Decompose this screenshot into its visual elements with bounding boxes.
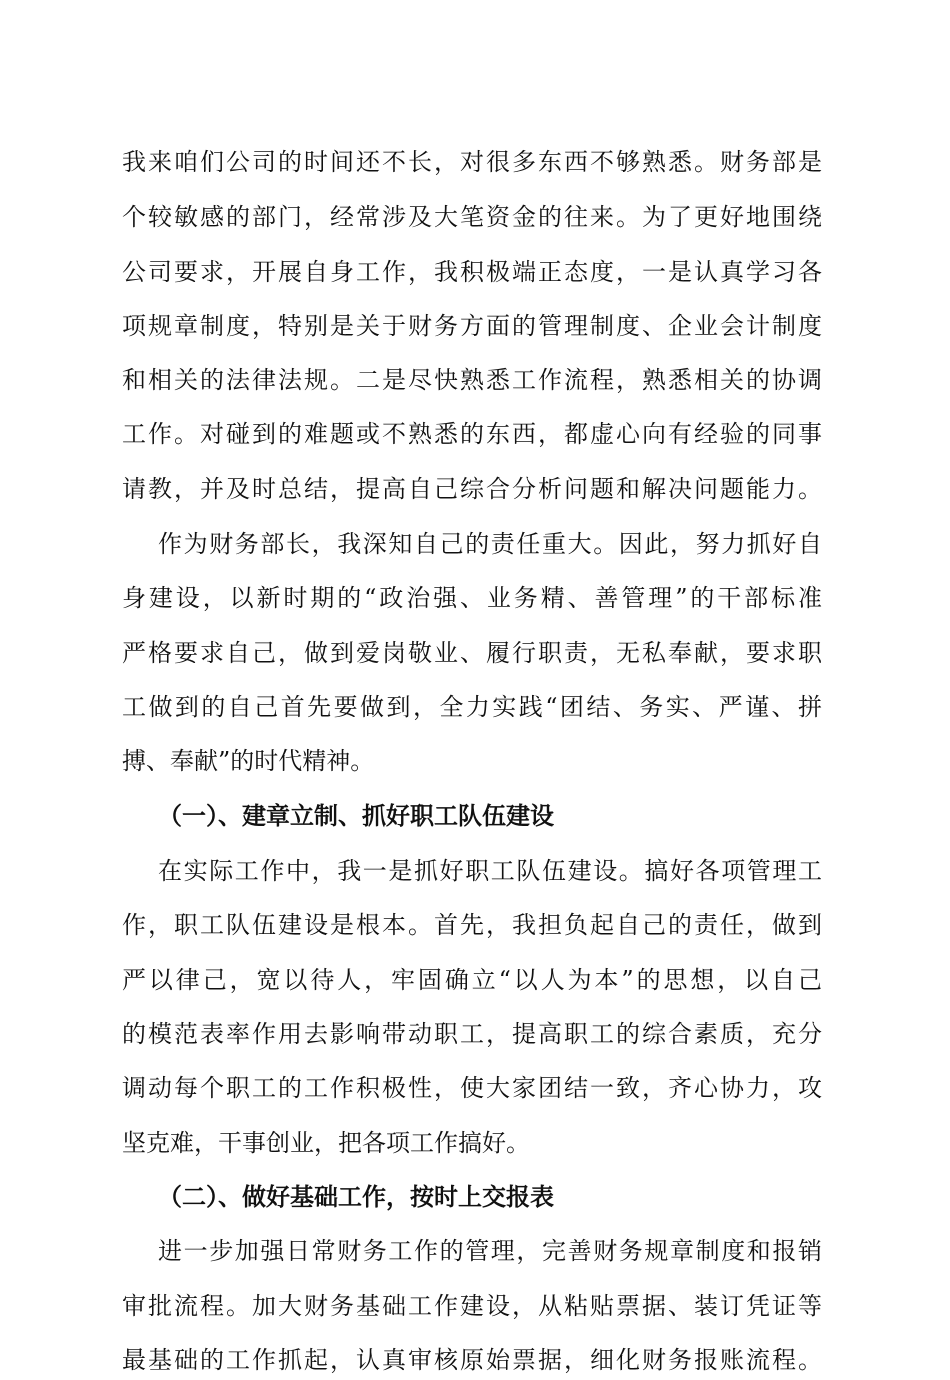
section-1-line-4: 的模范表率作用去影响带动职工，提高职工的综合素质，充分 [122, 1020, 822, 1048]
paragraph-1-line-3: 公司要求，开展自身工作，我积极端正态度，一是认真学习各 [122, 258, 822, 286]
section-1-heading: （一）、建章立制、抓好职工队伍建设 [158, 801, 554, 830]
section-2-line-3: 最基础的工作抓起，认真审核原始票据，细化财务报账流程。 [122, 1346, 822, 1374]
paragraph-2-line-4: 工做到的自己首先要做到，全力实践“团结、务实、严谨、拼 [122, 693, 822, 721]
section-1-line-5: 调动每个职工的工作积极性，使大家团结一致，齐心协力，攻 [122, 1074, 822, 1102]
paragraph-1-line-1: 我来咱们公司的时间还不长，对很多东西不够熟悉。财务部是 [122, 148, 822, 176]
paragraph-1-line-6: 工作。对碰到的难题或不熟悉的东西，都虚心向有经验的同事 [122, 420, 822, 448]
paragraph-1-line-5: 和相关的法律法规。二是尽快熟悉工作流程，熟悉相关的协调 [122, 366, 822, 394]
section-1-line-1: 在实际工作中，我一是抓好职工队伍建设。搞好各项管理工 [158, 857, 822, 885]
paragraph-1-line-2: 个较敏感的部门，经常涉及大笔资金的往来。为了更好地围绕 [122, 203, 822, 231]
section-2-heading: （二）、做好基础工作，按时上交报表 [158, 1182, 554, 1211]
paragraph-2-line-3: 严格要求自己，做到爱岗敬业、履行职责，无私奉献，要求职 [122, 639, 822, 667]
section-2-line-2: 审批流程。加大财务基础工作建设，从粘贴票据、装订凭证等 [122, 1292, 822, 1320]
paragraph-2-line-2: 身建设，以新时期的“政治强、业务精、善管理”的干部标准 [122, 584, 822, 612]
section-1-line-3: 严以律己，宽以待人，牢固确立“以人为本”的思想，以自己 [122, 966, 822, 994]
paragraph-1-line-7: 请教，并及时总结，提高自己综合分析问题和解决问题能力。 [122, 475, 822, 503]
paragraph-2-line-5: 搏、奉献”的时代精神。 [122, 747, 375, 775]
paragraph-2-line-1: 作为财务部长，我深知自己的责任重大。因此，努力抓好自 [158, 530, 822, 558]
section-1-line-2: 作，职工队伍建设是根本。首先，我担负起自己的责任，做到 [122, 911, 822, 939]
paragraph-1-line-4: 项规章制度，特别是关于财务方面的管理制度、企业会计制度 [122, 312, 822, 340]
section-1-line-6: 坚克难，干事创业，把各项工作搞好。 [122, 1129, 530, 1157]
section-2-line-1: 进一步加强日常财务工作的管理，完善财务规章制度和报销 [158, 1237, 822, 1265]
